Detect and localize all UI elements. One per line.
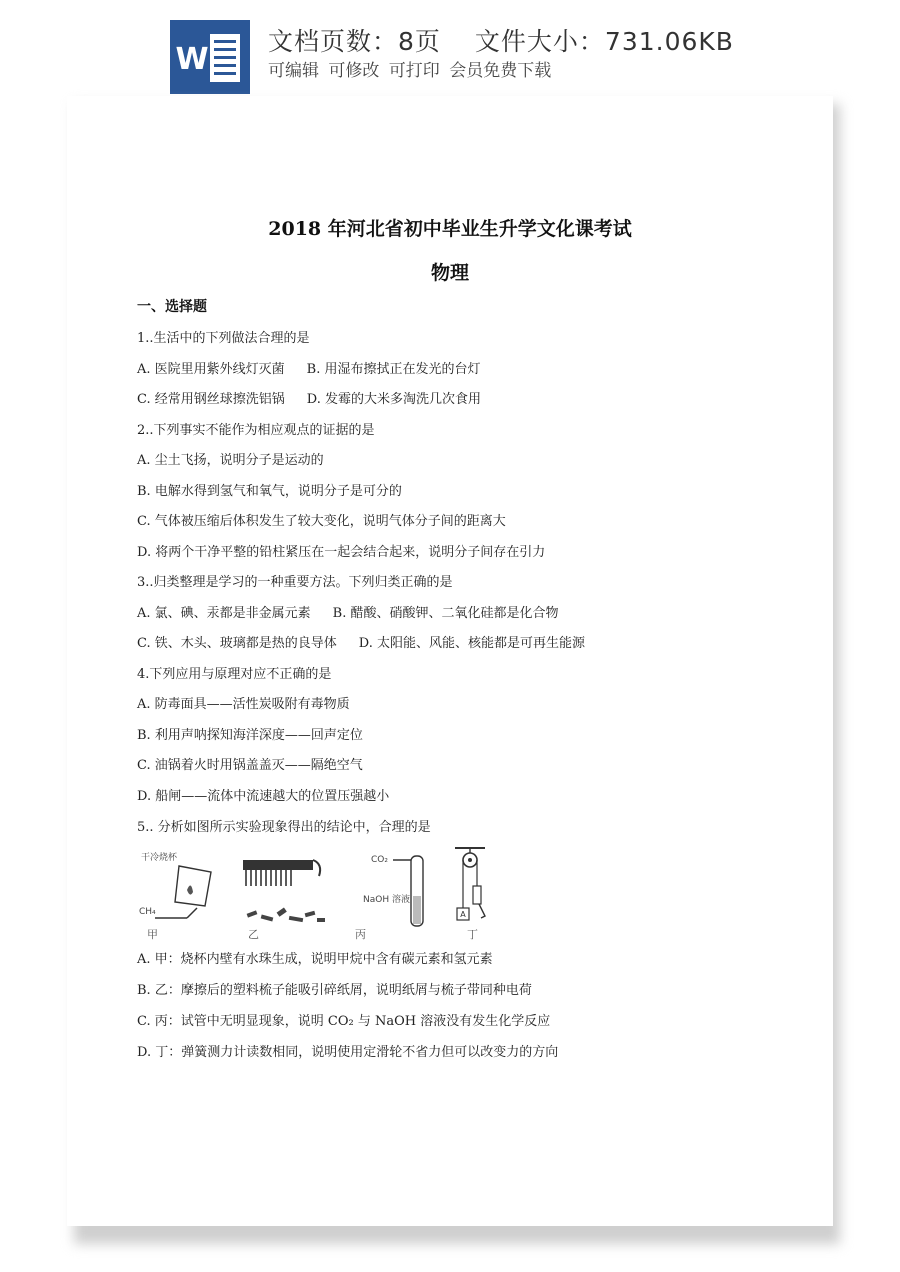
question-1-options-cd <box>137 388 481 407</box>
download-banner <box>0 0 900 96</box>
q3-option-b: B. 醋酸、硝酸钾、二氧化硅都是化合物 <box>332 606 559 621</box>
question-4-stem: 4.下列应用与原理对应不正确的是 <box>137 667 332 682</box>
q4-option-a: A. 防毒面具——活性炭吸附有毒物质 <box>137 697 350 712</box>
q3-option-c: C. 铁、木头、玻璃都是热的良导体 <box>137 636 337 651</box>
question-3-options-ab <box>137 602 558 621</box>
beaker-label: 干冷烧杯 <box>141 853 178 863</box>
methane-label: CH₄ <box>139 907 156 917</box>
question-3-options-cd <box>137 632 585 651</box>
figure-label-yi: 乙 <box>248 928 259 941</box>
q5-option-b: B. 乙：摩擦后的塑料梳子能吸引碎纸屑，说明纸屑与梳子带同种电荷 <box>137 983 532 998</box>
q1-option-b: B. 用湿布擦拭正在发光的台灯 <box>306 362 481 377</box>
q3-option-d: D. 太阳能、风能、核能都是可再生能源 <box>358 636 585 651</box>
section-heading: 一、选择题 <box>137 299 207 315</box>
file-size: 文件大小：731.06KB <box>474 27 734 56</box>
q4-option-c: C. 油锅着火时用锅盖盖灭——隔绝空气 <box>137 758 363 773</box>
comb-experiment-illustration <box>243 860 325 922</box>
q1-option-a: A. 医院里用紫外线灯灭菌 <box>137 362 285 377</box>
feature-list: 可编辑 可修改 可打印 会员免费下载 <box>268 61 552 81</box>
document-page <box>67 96 833 1226</box>
q1-option-d: D. 发霉的大米多淘洗几次食用 <box>306 392 481 407</box>
test-tube-experiment-illustration <box>363 855 423 926</box>
question-1-options-ab <box>137 358 480 377</box>
co2-label: CO₂ <box>371 855 388 865</box>
q2-option-d: D. 将两个干净平整的铅柱紧压在一起会结合起来，说明分子间存在引力 <box>137 545 546 560</box>
pulley-experiment-illustration <box>455 848 485 920</box>
page-count: 文档页数：8页 <box>268 27 441 56</box>
experiment-figure <box>135 846 527 938</box>
q5-option-a: A. 甲：烧杯内壁有水珠生成，说明甲烷中含有碳元素和氢元素 <box>137 952 493 967</box>
figure-label-jia: 甲 <box>147 928 158 941</box>
q1-option-c: C. 经常用钢丝球擦洗铝锅 <box>137 392 285 407</box>
question-2-stem: 2..下列事实不能作为相应观点的证据的是 <box>137 423 375 438</box>
naoh-label: NaOH 溶液 <box>363 895 410 905</box>
q5-option-d: D. 丁：弹簧测力计读数相同，说明使用定滑轮不省力但可以改变力的方向 <box>137 1045 559 1060</box>
word-document-icon <box>170 20 250 94</box>
file-info <box>268 22 734 58</box>
q2-option-a: A. 尘土飞扬，说明分子是运动的 <box>137 453 324 468</box>
question-5-stem: 5.. 分析如图所示实验现象得出的结论中，合理的是 <box>137 820 431 835</box>
figure-label-bing: 丙 <box>355 928 366 941</box>
q5-option-c: C. 丙：试管中无明显现象，说明 CO₂ 与 NaOH 溶液没有发生化学反应 <box>137 1014 551 1029</box>
weight-label: A <box>460 910 466 919</box>
q4-option-b: B. 利用声呐探知海洋深度——回声定位 <box>137 728 363 743</box>
beaker-experiment-illustration <box>139 851 211 918</box>
q3-option-a: A. 氯、碘、汞都是非金属元素 <box>137 606 311 621</box>
figure-label-ding: 丁 <box>467 928 478 941</box>
q2-option-b: B. 电解水得到氢气和氧气，说明分子是可分的 <box>137 484 402 499</box>
q2-option-c: C. 气体被压缩后体积发生了较大变化，说明气体分子间的距离大 <box>137 514 506 529</box>
question-1-stem: 1..生活中的下列做法合理的是 <box>137 331 310 346</box>
q4-option-d: D. 船闸——流体中流速越大的位置压强越小 <box>137 789 390 804</box>
question-3-stem: 3..归类整理是学习的一种重要方法。下列归类正确的是 <box>137 575 453 590</box>
word-logo-letter: W <box>175 42 209 77</box>
document-title: 2018 年河北省初中毕业生升学文化课考试 <box>268 218 632 240</box>
document-subject: 物理 <box>430 262 469 284</box>
